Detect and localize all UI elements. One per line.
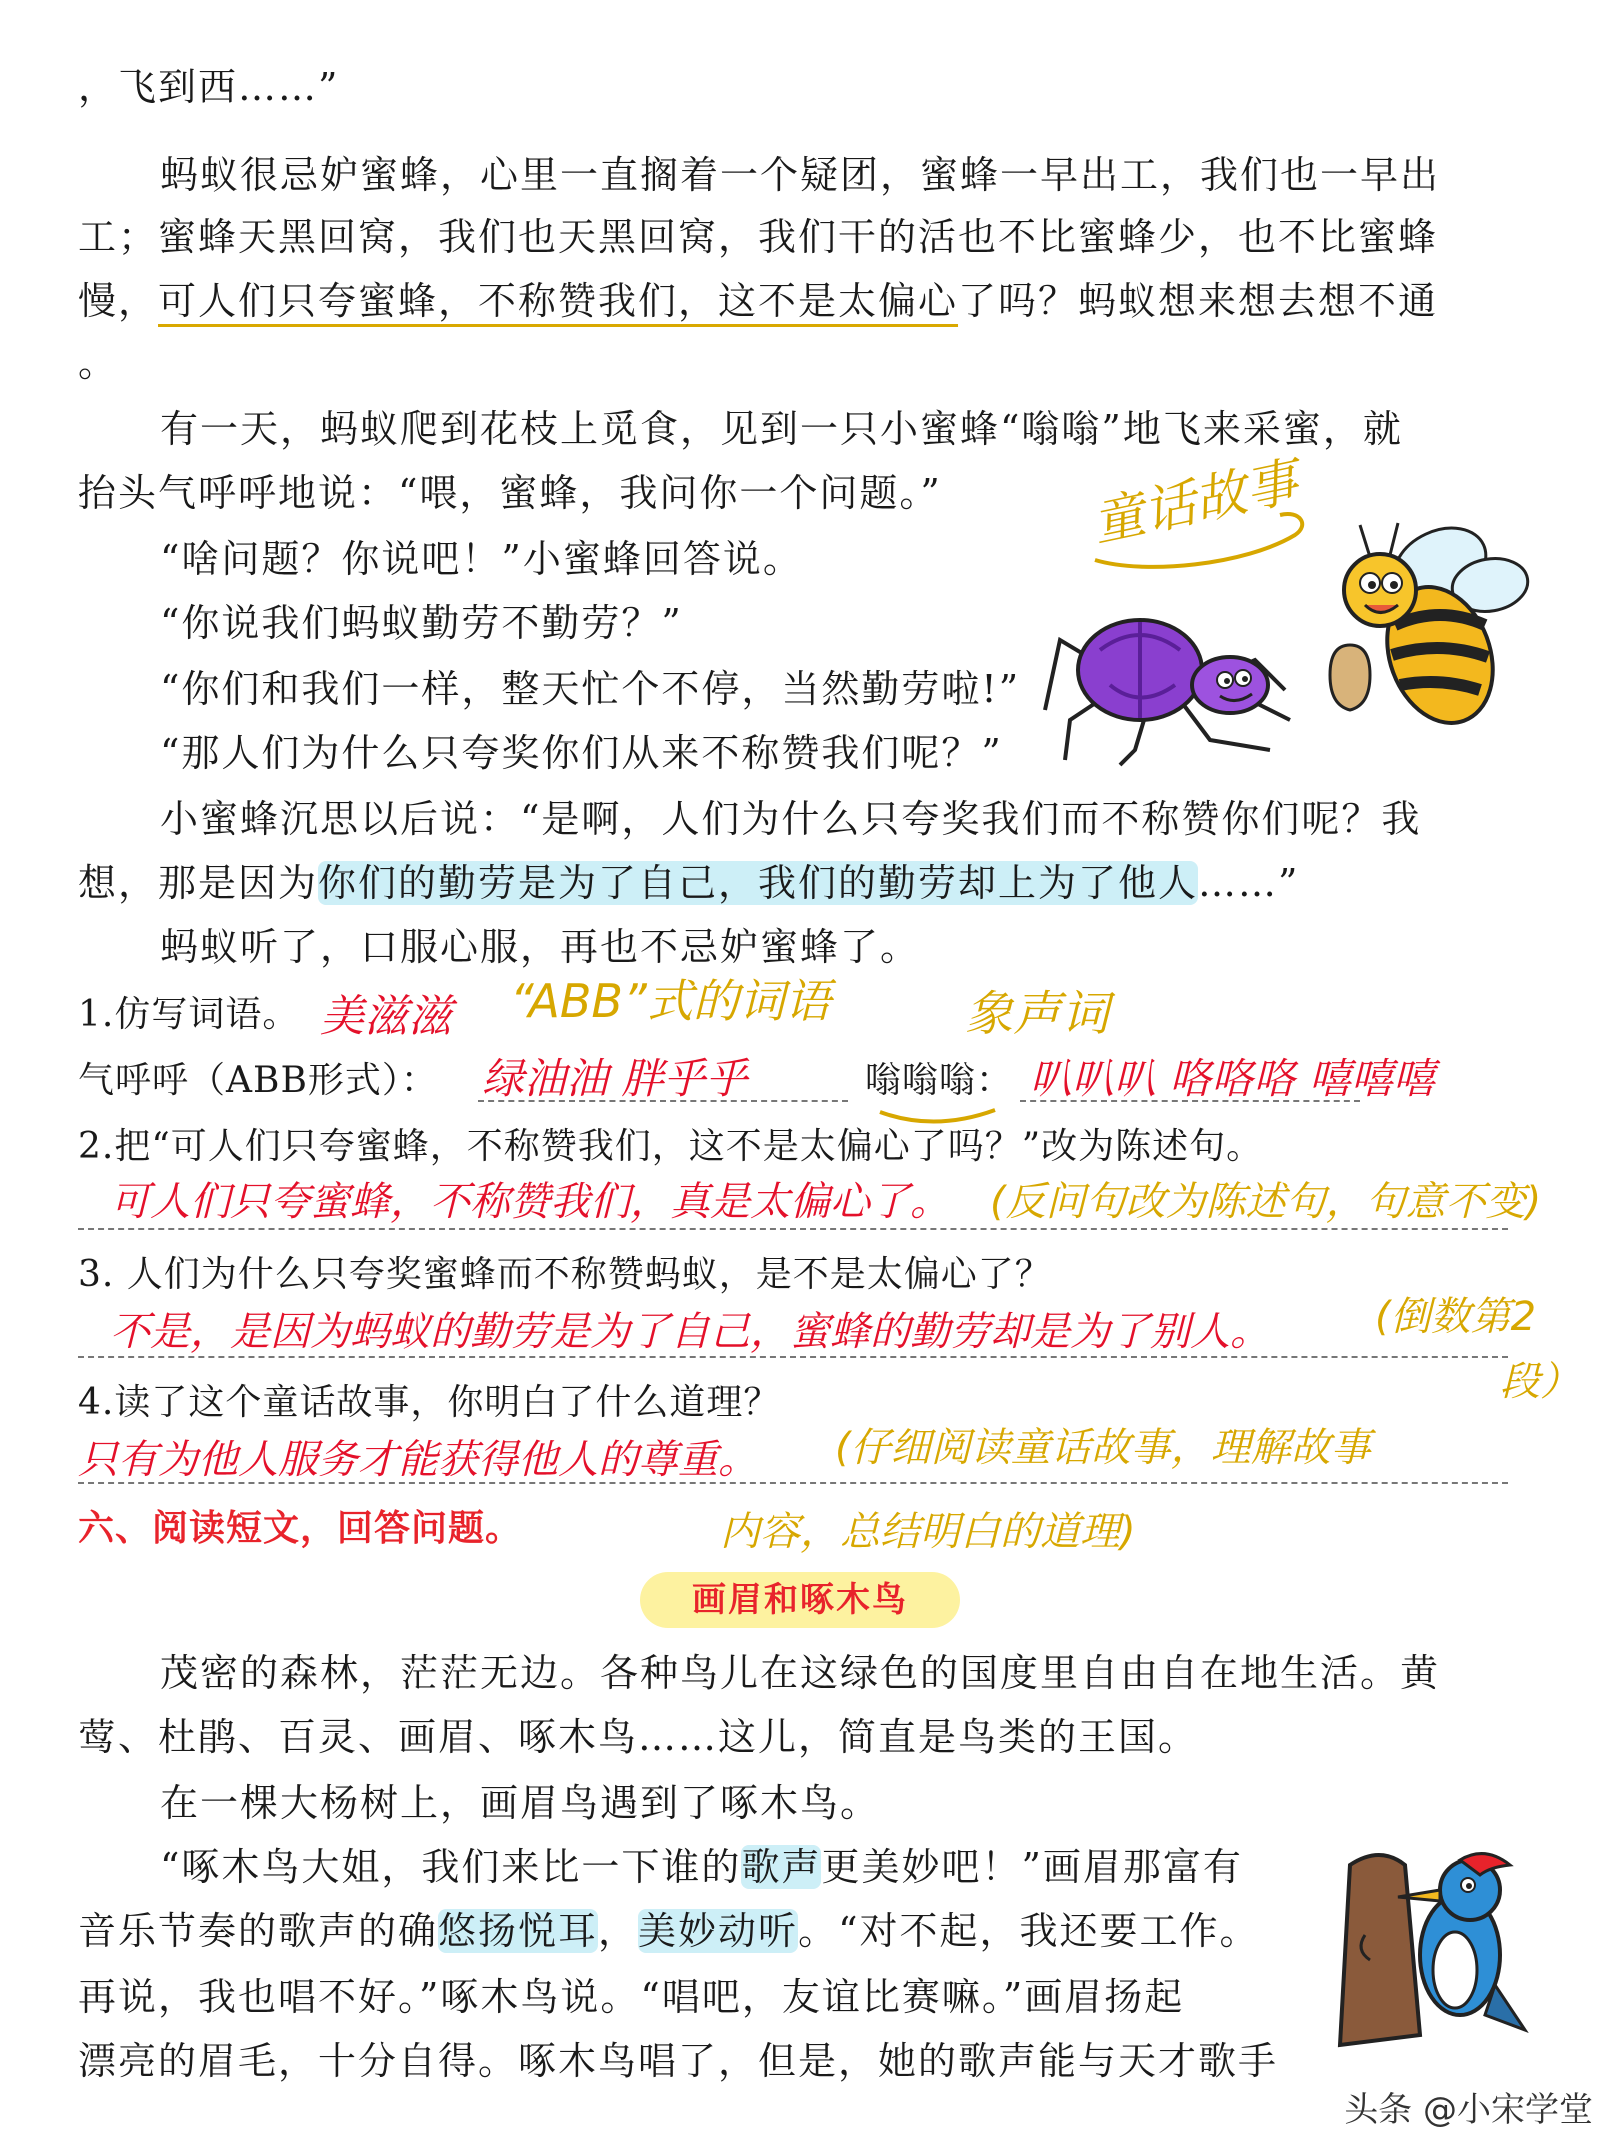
story-text: 想，那是因为	[78, 861, 319, 905]
handwritten-answer: 美滋滋	[320, 991, 452, 1042]
story-text: ……”	[1198, 861, 1300, 905]
highlighted-text: 歌声	[741, 1845, 822, 1889]
story-line: 工；蜜蜂天黑回窝，我们也天黑回窝，我们干的活也不比蜜蜂少，也不比蜜蜂	[78, 215, 1439, 259]
story-line: “啥问题？你说吧！”小蜜蜂回答说。	[160, 537, 803, 581]
story-line: “你们和我们一样，整天忙个不停，当然勤劳啦!”	[160, 667, 1021, 711]
woodpecker-illustration	[1310, 1835, 1540, 2065]
handwritten-swirl	[1085, 500, 1315, 580]
passage-text: ，	[598, 1909, 639, 1953]
handwritten-answer: 可人们只夸蜜蜂，不称赞我们，真是太偏心了。	[110, 1179, 950, 1225]
story-line	[78, 276, 1438, 326]
story-text: 慢，	[78, 279, 159, 323]
passage-line	[78, 1906, 1260, 1956]
question-2: 2.把“可人们只夸蜜蜂，不称赞我们，这不是太偏心了吗？”改为陈述句。	[78, 1126, 1264, 1167]
passage-line: 莺、杜鹃、百灵、画眉、啄木鸟……这儿，简直是鸟类的王国。	[78, 1715, 1199, 1759]
highlighted-text: 美妙动听	[638, 1909, 799, 1953]
question-1-word: 嗡嗡嗡：	[865, 1060, 1014, 1101]
passage-text: 更美妙吧！”画眉那富有	[821, 1845, 1243, 1889]
story-line: ，飞到西……”	[78, 65, 340, 109]
passage-line: 在一棵大杨树上，画眉鸟遇到了啄木鸟。	[160, 1781, 881, 1825]
story-line: 。	[78, 341, 119, 385]
handwritten-answer: 只有为他人服务才能获得他人的尊重。	[78, 1437, 758, 1483]
story-line: 小蜜蜂沉思以后说：“是啊，人们为什么只夸奖我们而不称赞你们呢？我	[160, 797, 1422, 841]
passage-line	[160, 1842, 1243, 1892]
story-line: 有一天，蚂蚁爬到花枝上觅食，见到一只小蜜蜂“嗡嗡”地飞来采蜜，就	[160, 407, 1403, 451]
story-line: 蚂蚁听了，口服心服，再也不忌妒蜜蜂了。	[160, 925, 921, 969]
passage-text: 音乐节奏的歌声的确	[78, 1909, 439, 1953]
highlighted-text: 你们的勤劳是为了自己，我们的勤劳却上为了他人	[318, 861, 1199, 905]
highlighted-text: 悠扬悦耳	[438, 1909, 599, 1953]
story-line: 蚂蚁很忌妒蜜蜂，心里一直搁着一个疑团，蜜蜂一早出工，我们也一早出	[160, 153, 1441, 197]
question-1: 1.仿写词语。	[78, 994, 300, 1035]
handwritten-note: “ABB”式的词语	[510, 974, 831, 1028]
story-line: “那人们为什么只夸奖你们从来不称赞我们呢？”	[160, 731, 1003, 775]
underlined-text: 可人们只夸蜜蜂，不称赞我们，这不是太偏心	[158, 279, 959, 323]
handwritten-note: 童话故事	[1087, 451, 1304, 554]
passage-title: 画眉和啄木鸟	[640, 1572, 960, 1628]
passage-text: “啄木鸟大姐，我们来比一下谁的	[160, 1845, 742, 1889]
passage-line: 茂密的森林，茫茫无边。各种鸟儿在这绿色的国度里自由自在地生活。黄	[160, 1651, 1441, 1695]
question-3: 3. 人们为什么只夸奖蜜蜂而不称赞蚂蚁，是不是太偏心了？	[78, 1254, 1052, 1295]
story-line	[78, 858, 1299, 908]
handwritten-answer: 不是，是因为蚂蚁的勤劳是为了自己，蜜蜂的勤劳却是为了别人。	[110, 1309, 1270, 1355]
handwritten-answer: 绿油油 胖乎乎	[482, 1054, 748, 1103]
question-4: 4.读了这个童话故事，你明白了什么道理？	[78, 1382, 781, 1423]
handwritten-note: 内容，总结明白的道理)	[720, 1509, 1136, 1555]
passage-text: 。“对不起，我还要工作。	[798, 1909, 1260, 1953]
story-line: “你说我们蚂蚁勤劳不勤劳？”	[160, 601, 683, 645]
bee-illustration	[1320, 505, 1530, 765]
story-text: 了吗？蚂蚁想来想去想不通	[958, 279, 1439, 323]
question-1-word: 气呼呼（ABB形式）：	[78, 1060, 438, 1101]
handwritten-note: (倒数第2	[1375, 1294, 1537, 1340]
story-line: 抬头气呼呼地说：“喂，蜜蜂，我问你一个问题。”	[78, 471, 942, 515]
answer-blank[interactable]	[78, 1228, 1508, 1230]
handwritten-note: (反问句改为陈述句，句意不变)	[990, 1179, 1542, 1225]
watermark: 头条 @小宋学堂	[1344, 2090, 1593, 2130]
handwritten-note: 象声词	[965, 986, 1110, 1042]
handwritten-note: 段）	[1500, 1359, 1580, 1405]
passage-line: 再说，我也唱不好。”啄木鸟说。“唱吧，友谊比赛嘛。”画眉扬起	[78, 1975, 1185, 2019]
handwritten-note: (仔细阅读童话故事，理解故事	[835, 1425, 1371, 1471]
section-heading: 六、阅读短文，回答问题。	[78, 1508, 523, 1549]
handwritten-answer: 叭叭叭 咯咯咯 嘻嘻嘻	[1030, 1054, 1435, 1103]
spider-illustration	[1040, 600, 1310, 770]
passage-line: 漂亮的眉毛，十分自得。啄木鸟唱了，但是，她的歌声能与天才歌手	[78, 2039, 1279, 2083]
